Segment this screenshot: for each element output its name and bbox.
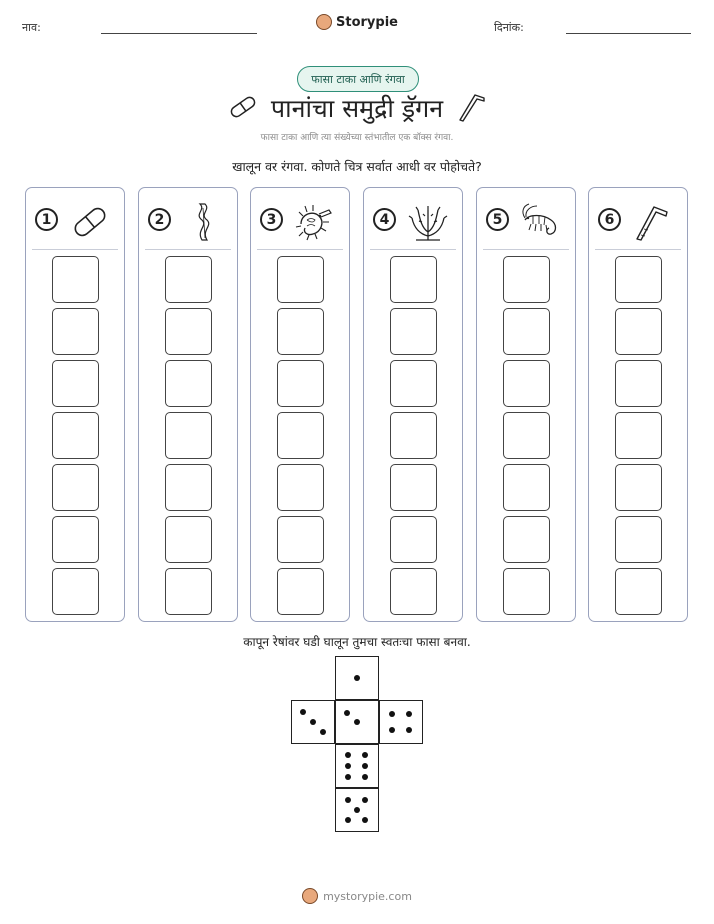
color-box[interactable] <box>52 308 99 355</box>
pip <box>362 797 368 803</box>
color-box[interactable] <box>165 568 212 615</box>
color-box[interactable] <box>52 256 99 303</box>
column-2 <box>138 187 238 622</box>
color-box[interactable] <box>52 412 99 459</box>
color-box[interactable] <box>390 256 437 303</box>
color-box[interactable] <box>615 516 662 563</box>
date-label: दिनांक: <box>494 21 524 34</box>
footer-url[interactable]: mystorypie.com <box>323 889 412 903</box>
pip <box>320 729 326 735</box>
date-line <box>566 33 691 34</box>
dice-instruction: कापून रेषांवर घडी घालून तुमचा स्वतःचा फासा बनवा. <box>243 635 471 649</box>
column-divider <box>257 249 343 250</box>
color-box[interactable] <box>277 464 324 511</box>
bear-icon <box>302 888 318 904</box>
color-box[interactable] <box>503 412 550 459</box>
straw-icon <box>456 92 486 122</box>
pip <box>345 797 351 803</box>
pip <box>345 752 351 758</box>
column-number: 4 <box>373 208 396 231</box>
color-box[interactable] <box>503 360 550 407</box>
pip <box>354 675 360 681</box>
color-box[interactable] <box>390 360 437 407</box>
color-box[interactable] <box>52 516 99 563</box>
color-box[interactable] <box>615 568 662 615</box>
color-box[interactable] <box>390 412 437 459</box>
pip <box>300 709 306 715</box>
dice-net <box>290 656 424 836</box>
column-3 <box>250 187 350 622</box>
color-box[interactable] <box>615 256 662 303</box>
straw-icon <box>631 202 675 242</box>
column-divider <box>595 249 681 250</box>
color-box[interactable] <box>390 308 437 355</box>
dice-face-3 <box>291 700 335 744</box>
pip <box>310 719 316 725</box>
column-divider <box>32 249 118 250</box>
column-divider <box>483 249 569 250</box>
pip <box>389 711 395 717</box>
color-box[interactable] <box>165 308 212 355</box>
color-box[interactable] <box>390 516 437 563</box>
column-number: 5 <box>486 208 509 231</box>
column-5 <box>476 187 576 622</box>
column-6 <box>588 187 688 622</box>
pip <box>345 774 351 780</box>
pip <box>354 807 360 813</box>
leafy-sea-dragon-icon <box>293 202 337 242</box>
activity-badge: फासा टाका आणि रंगवा <box>297 66 419 92</box>
dice-face-2 <box>335 700 379 744</box>
color-box[interactable] <box>277 308 324 355</box>
shrimp-icon <box>519 202 563 242</box>
color-box[interactable] <box>52 464 99 511</box>
color-box[interactable] <box>277 516 324 563</box>
coral-icon <box>406 202 450 242</box>
column-number: 1 <box>35 208 58 231</box>
color-box[interactable] <box>277 256 324 303</box>
color-box[interactable] <box>165 256 212 303</box>
color-box[interactable] <box>165 516 212 563</box>
color-box[interactable] <box>277 568 324 615</box>
color-box[interactable] <box>615 360 662 407</box>
color-box[interactable] <box>165 464 212 511</box>
dice-face-1 <box>335 656 379 700</box>
color-box[interactable] <box>615 308 662 355</box>
color-box[interactable] <box>390 464 437 511</box>
brand-name: Storypie <box>336 14 398 30</box>
column-1 <box>25 187 125 622</box>
seaweed-icon <box>181 202 225 242</box>
pip <box>345 817 351 823</box>
color-box[interactable] <box>503 464 550 511</box>
color-box[interactable] <box>503 256 550 303</box>
pip <box>362 752 368 758</box>
color-box[interactable] <box>503 568 550 615</box>
bear-icon <box>316 14 332 30</box>
pip <box>345 763 351 769</box>
color-box[interactable] <box>503 308 550 355</box>
color-box[interactable] <box>165 360 212 407</box>
column-4 <box>363 187 463 622</box>
color-box[interactable] <box>165 412 212 459</box>
pip <box>354 719 360 725</box>
pip <box>406 711 412 717</box>
pip <box>344 710 350 716</box>
color-box[interactable] <box>277 360 324 407</box>
color-box[interactable] <box>390 568 437 615</box>
pill-icon <box>68 202 112 242</box>
color-box[interactable] <box>615 464 662 511</box>
color-box[interactable] <box>277 412 324 459</box>
page-title: पानांचा समुद्री ड्रॅगन <box>270 94 444 123</box>
column-number: 2 <box>148 208 171 231</box>
pip <box>389 727 395 733</box>
subtitle: फासा टाका आणि त्या संख्येच्या स्तंभातील एक बॉक्स रंगवा. <box>260 133 454 143</box>
dice-face-4 <box>379 700 423 744</box>
footer <box>0 888 714 904</box>
color-box[interactable] <box>52 568 99 615</box>
column-divider <box>370 249 456 250</box>
name-line <box>101 33 257 34</box>
column-divider <box>145 249 231 250</box>
color-box[interactable] <box>615 412 662 459</box>
pip <box>362 774 368 780</box>
name-label: नाव: <box>22 21 41 34</box>
pip <box>362 763 368 769</box>
brand-logo <box>0 14 714 30</box>
instruction: खालून वर रंगवा. कोणते चित्र सर्वात आधी वर पोहोचते? <box>232 159 482 174</box>
column-number: 6 <box>598 208 621 231</box>
color-box[interactable] <box>503 516 550 563</box>
pip <box>362 817 368 823</box>
dice-face-5 <box>335 788 379 832</box>
dice-face-6 <box>335 744 379 788</box>
pip <box>406 727 412 733</box>
color-box[interactable] <box>52 360 99 407</box>
column-number: 3 <box>260 208 283 231</box>
